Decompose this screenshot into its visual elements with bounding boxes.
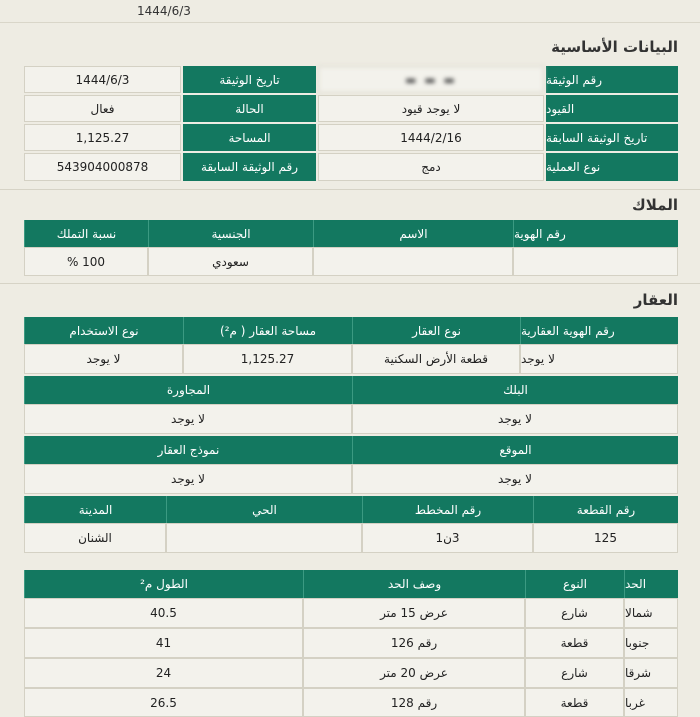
property-header-district: الحي — [166, 496, 362, 523]
bounds-cell-description: رقم 126 — [303, 628, 525, 658]
property-cell-district — [166, 523, 362, 553]
property-header-adjacent: المجاورة — [24, 376, 352, 404]
property-header-real-estate-id: رقم الهوية العقارية — [520, 317, 678, 344]
bounds-header-description: وصف الحد — [303, 570, 525, 598]
property-header-usage: نوع الاستخدام — [24, 317, 183, 344]
basic-section-title: البيانات الأساسية — [551, 38, 678, 56]
owners-cell-name — [313, 247, 513, 276]
bounds-cell-length: 40.5 — [24, 598, 303, 628]
property-section-title: العقار — [633, 291, 678, 309]
bounds-cell-length: 41 — [24, 628, 303, 658]
owners-header-ownership: نسبة التملك — [24, 220, 148, 247]
bounds-header-kind: النوع — [525, 570, 624, 598]
owners-section-title: الملاك — [632, 196, 678, 214]
bounds-header-side: الحد — [624, 570, 678, 598]
property-header-area: مساحة العقار ( م²) — [183, 317, 352, 344]
property-cell-real-estate-id: لا يوجد — [520, 344, 678, 374]
label-document-date: تاريخ الوثيقة — [183, 66, 316, 93]
property-cell-usage: لا يوجد — [24, 344, 183, 374]
bounds-cell-length: 24 — [24, 658, 303, 688]
label-previous-document-date: تاريخ الوثيقة السابقة — [546, 124, 678, 151]
owners-header-nationality: الجنسية — [148, 220, 313, 247]
property-header-plan-number: رقم المخطط — [362, 496, 533, 523]
divider — [0, 283, 700, 284]
property-header-type: نوع العقار — [352, 317, 520, 344]
property-cell-adjacent: لا يوجد — [24, 404, 352, 434]
owners-cell-nationality: سعودي — [148, 247, 313, 276]
label-area: المساحة — [183, 124, 316, 151]
value-previous-document-number: 543904000878 — [24, 153, 181, 181]
owners-cell-id — [513, 247, 678, 276]
value-operation-type: دمج — [318, 153, 544, 181]
bounds-cell-kind: قطعة — [525, 688, 624, 717]
value-previous-document-date: 1444/2/16 — [318, 124, 544, 151]
label-document-number: رقم الوثيقة — [546, 66, 678, 93]
label-operation-type: نوع العملية — [546, 153, 678, 181]
property-cell-area: 1,125.27 — [183, 344, 352, 374]
bounds-cell-description: عرض 15 متر — [303, 598, 525, 628]
property-cell-model: لا يوجد — [24, 464, 352, 494]
property-cell-plan-number: 3ن1 — [362, 523, 533, 553]
bounds-cell-kind: شارع — [525, 598, 624, 628]
value-document-date: 1444/6/3 — [24, 66, 181, 93]
property-cell-plot-number: 125 — [533, 523, 678, 553]
label-previous-document-number: رقم الوثيقة السابقة — [183, 153, 316, 181]
bounds-cell-description: عرض 20 متر — [303, 658, 525, 688]
bounds-cell-kind: قطعة — [525, 628, 624, 658]
bounds-cell-description: رقم 128 — [303, 688, 525, 717]
owners-header-name: الاسم — [313, 220, 513, 247]
property-header-model: نموذج العقار — [24, 436, 352, 464]
divider — [0, 189, 700, 190]
owners-header-id: رقم الهوية — [513, 220, 678, 247]
property-cell-location: لا يوجد — [352, 464, 678, 494]
bounds-cell-side: جنوبا — [624, 628, 678, 658]
property-header-location: الموقع — [352, 436, 678, 464]
value-document-number: ▬ ▬ ▬ — [318, 66, 544, 93]
bounds-cell-length: 26.5 — [24, 688, 303, 717]
property-header-block: البلك — [352, 376, 678, 404]
bounds-header-length: الطول م² — [24, 570, 303, 598]
value-area: 1,125.27 — [24, 124, 181, 151]
bounds-cell-kind: شارع — [525, 658, 624, 688]
owners-cell-ownership: 100 % — [24, 247, 148, 276]
label-status: الحالة — [183, 95, 316, 122]
top-date: 1444/6/3 — [137, 4, 191, 18]
bounds-cell-side: شمالا — [624, 598, 678, 628]
property-header-plot-number: رقم القطعة — [533, 496, 678, 523]
property-cell-type: قطعة الأرض السكنية — [352, 344, 520, 374]
bounds-cell-side: شرقا — [624, 658, 678, 688]
value-restrictions: لا يوجد قيود — [318, 95, 544, 122]
top-divider — [0, 22, 700, 23]
bounds-cell-side: غربا — [624, 688, 678, 717]
property-header-city: المدينة — [24, 496, 166, 523]
property-cell-city: الشنان — [24, 523, 166, 553]
value-status: فعال — [24, 95, 181, 122]
label-restrictions: القيود — [546, 95, 678, 122]
property-cell-block: لا يوجد — [352, 404, 678, 434]
